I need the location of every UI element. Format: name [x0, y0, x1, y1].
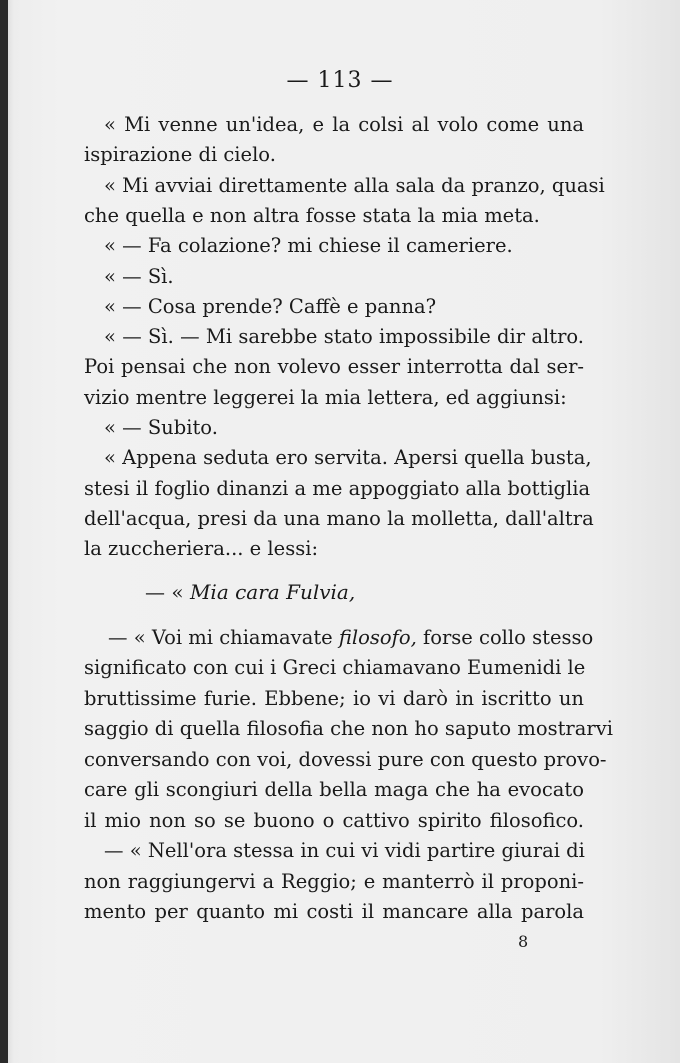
letter-text-line: care gli scongiuri della bella maga che ha evocato: [84, 778, 584, 801]
page-number: — 113 —: [286, 68, 394, 93]
letter-text-line: — « Nell'ora stessa in cui vi vidi partire giurai di: [104, 839, 585, 862]
letter-text-line: mento per quanto mi costi il mancare alla parola: [84, 900, 584, 923]
letter-first-line: [108, 623, 594, 653]
text-line: ispirazione di cielo.: [84, 143, 276, 167]
letter-text-line: significato con cui i Greci chiamavano Eumenidi le: [84, 656, 586, 679]
text-line: « Mi avviai direttamente alla sala da pranzo, quasi: [104, 173, 605, 197]
letter-salutation: [145, 580, 355, 604]
book-spine-shadow: [0, 0, 8, 1063]
salutation-dash: — «: [145, 580, 184, 604]
text-line: « — Sì. — Mi sarebbe stato impossibile dir altro.: [104, 325, 584, 349]
text-line: la zuccheriera... e lessi:: [84, 537, 319, 561]
letter-first-line-before: — « Voi mi chiamavate: [108, 626, 333, 649]
salutation-text: Mia cara Fulvia,: [189, 580, 356, 604]
text-line: « — Cosa prende? Caffè e panna?: [104, 294, 437, 318]
letter-text-line: conversando con voi, dovessi pure con questo provo-: [84, 747, 607, 771]
text-line: che quella e non altra fosse stata la mia meta.: [84, 203, 540, 227]
text-line: « — Fa colazione? mi chiese il cameriere.: [104, 234, 513, 258]
text-line: Poi pensai che non volevo esser interrotta dal ser-: [84, 355, 584, 379]
text-line: « — Subito.: [104, 416, 218, 439]
letter-first-line-italic: filosofo,: [338, 626, 417, 649]
text-line: stesi il foglio dinanzi a me appoggiato alla bottiglia: [84, 476, 591, 500]
text-line: « Mi venne un'idea, e la colsi al volo come una: [104, 113, 584, 136]
letter-text-line: saggio di quella filosofia che non ho saputo mostrarvi: [84, 717, 613, 740]
text-line: « — Sì.: [104, 264, 174, 288]
letter-first-line-after: forse collo stesso: [423, 626, 594, 649]
text-line: vizio mentre leggerei la mia lettera, ed aggiunsi:: [84, 385, 567, 409]
letter-text-line: non raggiungervi a Reggio; e manterrò il proponi-: [84, 869, 584, 893]
letter-text-line: bruttissime furie. Ebbene; io vi darò in iscritto un: [84, 686, 584, 710]
letter-text-line: il mio non so se buono o cattivo spirito filosofico.: [84, 808, 584, 832]
signature-mark: 8: [518, 932, 529, 951]
text-line: dell'acqua, presi da una mano la molletta, dall'altra: [84, 506, 594, 530]
text-line: « Appena seduta ero servita. Apersi quella busta,: [104, 446, 592, 470]
